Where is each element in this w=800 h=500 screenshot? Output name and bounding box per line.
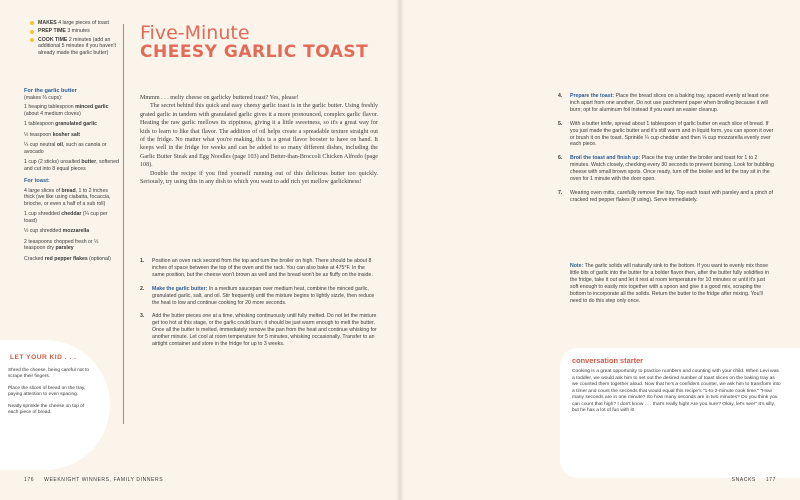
ingredient-item: 4 large slices of bread, 1 to 2 inches thick (we like using ciabatta, focaccia, brioche, or even a half of a sub roll) xyxy=(24,187,111,207)
ingredients-heading: For toast: xyxy=(24,178,50,184)
ingredient-item: 2 teaspoons chopped fresh or ½ teaspoon dry parsley xyxy=(24,238,99,251)
conversation-starter-title: conversation starter xyxy=(572,356,644,365)
bullet-dot-icon xyxy=(30,38,34,42)
ingredient-item: 1 tablespoon granulated garlic xyxy=(24,121,97,127)
note-label: Note: xyxy=(570,263,584,269)
bullet-dot-icon xyxy=(30,21,34,25)
recipe-step: 7. Wearing oven mitts, carefully remove the tray. Top each toast with parsley and a pinch of cracked red pepper flakes (if using). Serve immediately. xyxy=(558,189,773,203)
meta-makes: MAKES 4 large pieces of toast xyxy=(30,20,130,26)
bullet-dot-icon xyxy=(30,30,34,34)
ingredient-item: Cracked red pepper flakes (optional) xyxy=(24,255,111,262)
recipe-title-line1: Five-Minute xyxy=(140,22,250,44)
section-title: WEEKNIGHT WINNERS, FAMILY DINNERS xyxy=(44,477,164,483)
ingredient-item: 1 cup (2 sticks) unsalted butter, softened and cut into 8 equal pieces xyxy=(24,159,119,172)
ingredient-item: ½ teaspoon kosher salt xyxy=(24,131,80,138)
intro-paragraph: Mmmm . . . melty cheese on garlicky buttered toast? Yes, please! xyxy=(140,95,299,101)
recipe-note xyxy=(570,263,774,304)
ingredient-item: 1 heaping tablespoon minced garlic (about 4 medium cloves) xyxy=(24,104,109,117)
let-your-kid-list xyxy=(8,368,94,422)
column-divider xyxy=(123,24,124,424)
recipe-step: 5. With a butter knife, spread about 1 tablespoon of garlic butter on each slice of bread. If you just made the garlic butter and it's still warm and in liquid form, you can spoon it over or brush it on the toast. Sprinkle ¼ cup cheddar and then ⅛ cup mozzarella evenly over each piece. xyxy=(558,120,774,148)
recipe-meta xyxy=(30,20,130,58)
page-number: 177 xyxy=(765,477,776,483)
meta-prep-time: PREP TIME 3 minutes xyxy=(30,28,130,34)
let-your-kid-title: LET YOUR KID . . . xyxy=(10,354,77,361)
kid-task: Shred the cheese, being careful not to scrape their fingers. xyxy=(8,368,90,379)
ingredients-heading: For the garlic butter xyxy=(24,88,77,94)
meta-cook-time: COOK TIME 2 minutes (add an additional 5 minutes if you haven't already made the garlic butter) xyxy=(30,37,130,56)
recipe-step: 4. Prepare the toast: Place the bread slices on a baking tray, spaced evenly at least one inch apart from one another. Do not use parchment paper when broiling because it will burn; opt for aluminum foil instead if you want an easier cleanup. xyxy=(558,93,769,113)
recipe-step: 2. Make the garlic butter: In a medium saucepan over medium heat, combine the minced garlic, granulated garlic, salt, and oil. Stir frequently until the mixture begins to lightly sizzle, then reduce the heat to low and continue cooking for 20 more seconds. xyxy=(140,285,375,306)
ingredients-subheading: (makes ⅔ cups): xyxy=(24,94,63,101)
let-your-kid-box xyxy=(0,340,110,470)
recipe-step: 1. Position an oven rack second from the top and turn the broiler on high. There should be about 8 inches of space between the top of the oven and the rack. You can also bake at 475°F. In the same position, but the cheese won't brown as well and the bread won't be as fluffy on the inside. xyxy=(140,258,373,278)
page-footer-left xyxy=(24,477,163,483)
intro-paragraph: The secret behind this quick and easy cheesy garlic toast is in the garlic butter. Using freshly grated garlic in tandem with granulated garlic gives it a more pronounced, complex garlic flavor. Heating the raw garlic mellows its zippiness, giving it a little sweetness, so it's a great way for kids to learn to like that flavor. The addition of oil helps create a spreadable texture straight out of the fridge. No matter what you're making, this is a great flavor booster to have on hand. It keeps well in the fridge for weeks and can be added to so many different dishes, including the Garlic Butter Steak and Egg Noodles (page 103) and Better-than-Broccoli Chicken Alfredo (page 108). xyxy=(140,103,378,169)
recipe-step: 3. Add the butter pieces one at a time, whisking continuously until fully melted. Do not let the mixture get too hot at this stage, or the garlic could burn; it should be just warm enough to melt the butter. Once all the butter is melted, immediately remove the pan from the heat and continue whisking for another minute. Let cool at room temperature for 5 minutes, whisking occasionally. Transfer to an airtight container and store in the fridge for up to 3 weeks. xyxy=(140,313,377,348)
ingredient-item: ¼ cup neutral oil, such as canola or avocado xyxy=(24,142,107,155)
kid-task: Neatly sprinkle the cheese on top of each piece of bread. xyxy=(8,404,85,415)
conversation-starter-text: Cooking is a great opportunity to practice numbers and counting with your child. When Levi was a toddler, we would ask him to set out the desired number of toast slices on the baking tray as we counted them together aloud. Now that he's a confident counter, we ask him to transform into a timer and count the seconds that would equal this recipe's "1-to-2-minute cook time." "How many seconds are in one minute? So how many seconds are in two minutes? Do you think you can count that high? I don't know . . . that's really high! Are you sure? Okay, let's see!" It's silly, but he has a lot of fun with it! xyxy=(572,369,781,413)
recipe-steps xyxy=(558,93,774,211)
recipe-steps xyxy=(140,258,378,355)
recipe-intro xyxy=(140,94,378,186)
note-text: The garlic solids will naturally sink to the bottom. If you want to evenly mix those little bits of garlic into the butter for a bolder flavor then, after the butter fully solidifies in the fridge, take it out and let it rest at room temperature for 10 minutes or until it's just soft enough to easily mix together with a spoon and give it a good mix, scraping the bottom to incorporate all the solids. Return the butter to the fridge after mixing. You'll need to do this step only once. xyxy=(570,263,769,304)
recipe-title-line2: CHEESY GARLIC TOAST xyxy=(140,42,369,62)
conversation-starter-box xyxy=(560,348,800,478)
kid-task: Place the slices of bread on the tray, paying attention to even spacing. xyxy=(8,386,86,397)
ingredients-list xyxy=(24,88,120,266)
page-footer-right xyxy=(732,477,776,483)
page-number: 176 xyxy=(24,477,35,483)
section-title: SNACKS xyxy=(731,477,756,483)
right-page xyxy=(400,0,800,500)
intro-paragraph: Double the recipe if you find yourself running out of this delicious butter too quickly. Seriously, try using this in any dish to which you want to add rich yet mellow garlickiness! xyxy=(140,170,378,186)
ingredient-item: ½ cup shredded mozzarella xyxy=(24,228,90,234)
ingredient-item: 1 cup shredded cheddar (¼ cup per toast) xyxy=(24,211,108,224)
recipe-step: 6. Broil the toast and finish up: Place the tray under the broiler and toast for 1 to 2 minutes. Watch closely, checking every 30 seconds to prevent burning. Look for bubbling cheese with small brown spots. Once ready, turn off the broiler and let the tray sit in the oven for 1 minute with the door open. xyxy=(558,155,774,183)
book-gutter xyxy=(396,0,404,500)
